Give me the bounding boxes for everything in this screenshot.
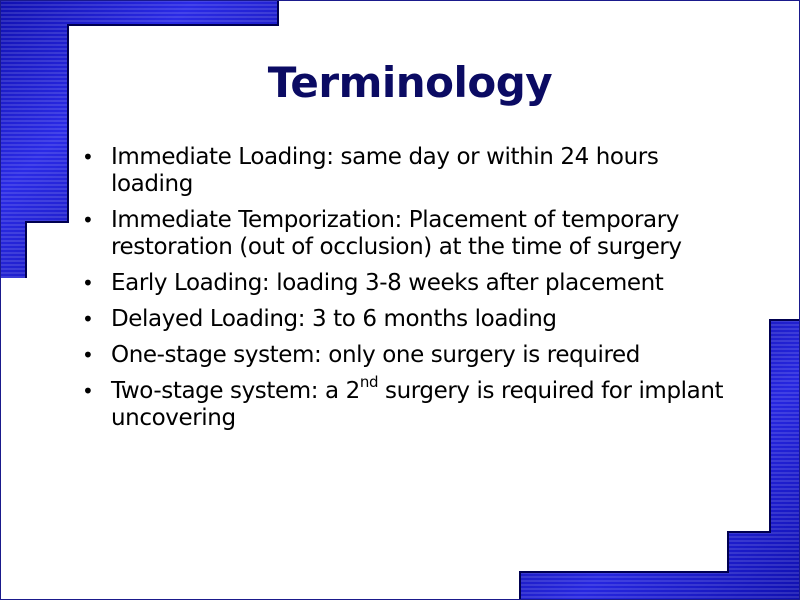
superscript-ordinal: nd	[359, 373, 379, 392]
bullet-text	[111, 373, 724, 431]
bullet-text-part: surgery is required for implant uncovering	[111, 378, 724, 431]
bullet-text: Immediate Loading: same day or within 24 hours loading	[111, 144, 659, 197]
bullet-dot-icon: •	[82, 343, 94, 367]
slide-title: Terminology	[267, 58, 553, 107]
bullet-list	[82, 144, 732, 441]
bullet-dot-icon: •	[82, 379, 94, 403]
bullet-text: Immediate Temporization: Placement of temporary restoration (out of occlusion) at the time of surgery	[111, 207, 682, 260]
bullet-dot-icon: •	[82, 145, 94, 169]
bullet-text: Early Loading: loading 3-8 weeks after placement	[111, 270, 664, 296]
bullet-item	[82, 306, 732, 333]
bullet-item	[82, 207, 732, 261]
bullet-text: One-stage system: only one surgery is required	[111, 342, 640, 368]
bullet-dot-icon: •	[82, 208, 94, 232]
bullet-text: Delayed Loading: 3 to 6 months loading	[111, 306, 557, 332]
bullet-dot-icon: •	[82, 307, 94, 331]
bullet-item	[82, 144, 732, 198]
bullet-item	[82, 342, 732, 369]
bullet-text-part: Two-stage system: a 2	[111, 378, 360, 404]
bullet-item	[82, 270, 732, 297]
bullet-item	[82, 373, 732, 432]
bullet-dot-icon: •	[82, 271, 94, 295]
